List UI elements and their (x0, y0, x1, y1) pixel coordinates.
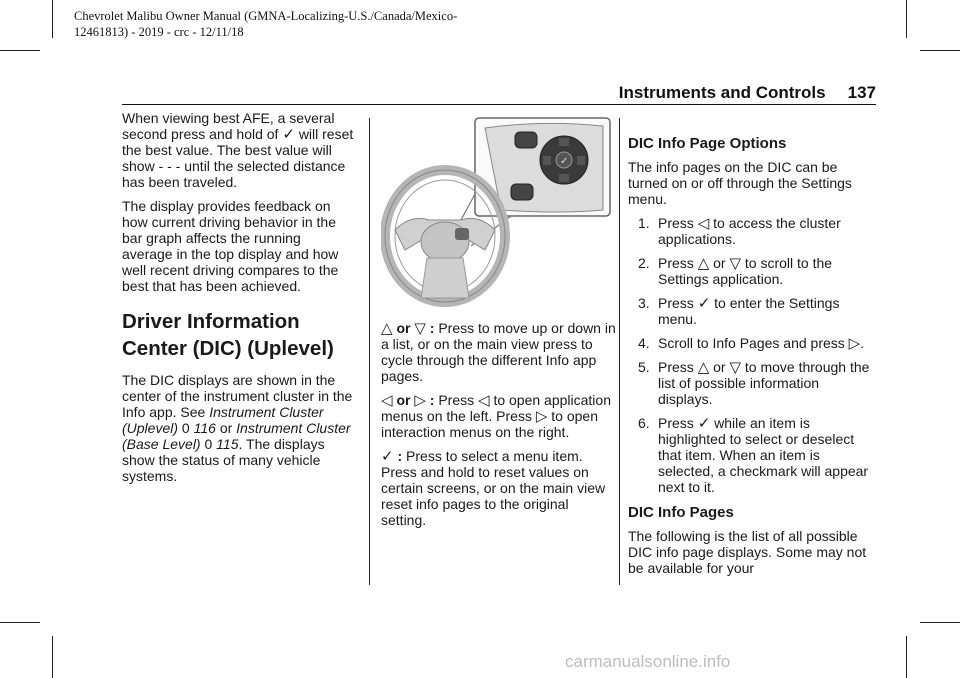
column-middle (381, 110, 617, 536)
step-3 (628, 295, 876, 327)
subheading-info-page-options: DIC Info Page Options (628, 135, 787, 152)
paragraph-up-down-controls (381, 320, 617, 384)
paragraph-info-pages-intro: The info pages on the DIC can be turned on or off through the Settings menu. (628, 159, 852, 207)
text: Press (658, 255, 694, 271)
watermark-text: carmanualsonline.info (565, 652, 731, 671)
down-arrow-icon: ▽ (729, 359, 742, 376)
running-head (619, 83, 876, 103)
down-arrow-icon: ▽ (414, 320, 426, 337)
right-arrow-icon: ▷ (414, 392, 426, 409)
left-arrow-icon: ◁ (478, 392, 490, 409)
text: Press (658, 415, 694, 431)
step-5 (628, 359, 876, 407)
crop-mark (52, 636, 53, 678)
text: to open application menus on the left. Press (381, 392, 611, 424)
step-1 (628, 215, 876, 247)
text: until the selected distance has been traveled. (122, 158, 346, 190)
page-number: 137 (847, 83, 876, 102)
text: Press to select a menu item. Press and hold to reset values on certain screens, or on the main view reset info pages to the original setting. (381, 448, 606, 528)
text: or (396, 320, 411, 336)
text: Press (658, 295, 694, 311)
step-number: 3. (638, 295, 650, 311)
up-arrow-icon: △ (697, 359, 710, 376)
down-arrow-icon: ▽ (729, 255, 742, 272)
crop-mark (920, 622, 960, 623)
section-title: Instruments and Controls (618, 83, 826, 102)
column-left (122, 110, 354, 492)
step-2 (628, 255, 876, 287)
subheading-dic-info-pages: DIC Info Pages (628, 504, 734, 521)
header-rule (122, 104, 876, 105)
text: Press to move up or down in a list, or on the main view press to cycle through the different Info app pages. (381, 320, 616, 384)
text: : (397, 448, 403, 464)
paragraph-select-control (381, 448, 617, 528)
text: Press (438, 392, 475, 408)
step-4 (628, 335, 876, 351)
page-ref-116[interactable]: 116 (193, 420, 216, 436)
column-right (628, 110, 876, 584)
crop-mark (0, 50, 40, 51)
link-instrument-cluster-uplevel[interactable]: Instrument Cluster (Uplevel) (122, 404, 324, 436)
checkmark-icon: ✓ (381, 448, 394, 465)
checkmark-icon: ✓ (697, 295, 711, 312)
step-number: 6. (638, 415, 650, 431)
paragraph-dic-displays (122, 372, 354, 484)
text: or (219, 420, 233, 436)
manual-title-line2: 12461813) - 2019 - crc - 12/11/18 (74, 25, 244, 39)
checkmark-icon: ✓ (697, 415, 711, 432)
paragraph-best-afe (122, 110, 354, 190)
checkmark-icon: ✓ (282, 126, 295, 143)
text: When viewing best AFE, a several second press and hold of (122, 110, 335, 142)
svg-text:✓: ✓ (560, 156, 569, 167)
text: : (429, 320, 435, 336)
column-divider (369, 118, 370, 585)
crop-mark (906, 0, 907, 38)
step-6 (628, 415, 876, 495)
crop-mark (0, 622, 40, 623)
manual-title-line1: Chevrolet Malibu Owner Manual (GMNA-Localizing-U.S./Canada/Mexico- (74, 9, 458, 23)
text: or (713, 359, 726, 375)
left-arrow-icon: ◁ (697, 215, 710, 232)
text: to move through the list of possible information displays. (658, 359, 870, 407)
step-number: 1. (638, 215, 650, 231)
text: : (429, 392, 435, 408)
right-arrow-icon: ▷ (535, 408, 548, 425)
paragraph-left-right-controls (381, 392, 617, 440)
page-ref-icon: 0 (204, 436, 213, 452)
right-arrow-icon: ▷ (848, 335, 861, 352)
text: or (396, 392, 411, 408)
up-arrow-icon: △ (697, 255, 710, 272)
up-arrow-icon: △ (381, 320, 393, 337)
text: to access the cluster applications. (658, 215, 841, 247)
text: The DIC displays are shown in the center of the instrument cluster in the Info app. See (122, 372, 353, 420)
step-number: 2. (638, 255, 650, 271)
left-arrow-icon: ◁ (381, 392, 393, 409)
text: Scroll to Info Pages and press (658, 335, 845, 351)
text: while an item is highlighted to select or deselect that item. When an item is selected, a checkmark will appear next to it. (658, 415, 869, 495)
steps-list (628, 215, 876, 495)
paragraph-info-pages-list: The following is the list of all possible DIC info page displays. Some may not be available for your (628, 528, 867, 576)
section-heading-dic: Driver Information Center (DIC) (Uplevel) (122, 310, 334, 360)
dashes-text: - - - (158, 158, 181, 174)
text: to enter the Settings menu. (658, 295, 840, 327)
text: or (713, 255, 726, 271)
text: . The displays show the status of many vehicle systems. (122, 436, 325, 484)
text: . (860, 335, 865, 351)
crop-mark (920, 50, 960, 51)
page-ref-icon: 0 (181, 420, 190, 436)
step-number: 5. (638, 359, 650, 375)
crop-mark (52, 0, 53, 38)
crop-mark (906, 636, 907, 678)
text: to scroll to the Settings application. (658, 255, 833, 287)
paragraph-display-feedback: The display provides feedback on how current driving behavior in the bar graph affects the running average in the top display and how well recent driving compares to the best that has been achieved. (122, 198, 339, 294)
link-instrument-cluster-base[interactable]: Instrument Cluster (Base Level) (122, 420, 351, 452)
text: Press (658, 215, 694, 231)
column-divider (619, 118, 620, 585)
page-ref-115[interactable]: 115 (216, 436, 239, 452)
text: to open interaction menus on the right. (381, 408, 599, 440)
text: Press (658, 359, 694, 375)
steering-wheel-drawing (381, 110, 617, 310)
step-number: 4. (638, 335, 650, 351)
steering-wheel-illustration (381, 110, 617, 310)
text: will reset the best value. The best value will show (122, 126, 354, 174)
document-header (74, 8, 457, 40)
